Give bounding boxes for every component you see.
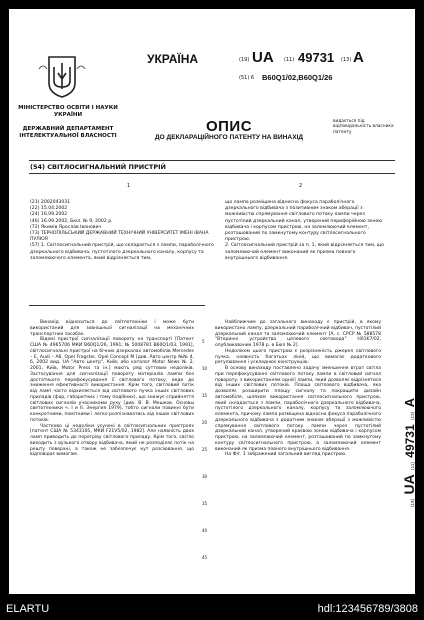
- invention-title: (54) СВІТЛОСИГНАЛЬНИЙ ПРИСТРІЙ: [30, 163, 166, 171]
- stamp-code-11: (11): [410, 462, 415, 470]
- stamp-country-code: UA: [401, 474, 417, 495]
- stamp-code-19: (19): [410, 498, 415, 507]
- biblio-field: (46) 16.09.2002, Бюл. № 9, 2002 р.: [30, 218, 113, 224]
- code-13: (13): [341, 57, 352, 63]
- stamp-code-13: (13): [410, 411, 415, 420]
- line-number: 30: [202, 474, 208, 479]
- trident-emblem-icon: [37, 55, 87, 99]
- code-19: (19): [239, 57, 250, 63]
- paragraph: Найближчим до загального винаходу є пристрій, в якому використано лампу, дзеркальний параболічний відбивач, пустотілий дзеркальний канал та заломлюючий елемент [А. с. СРСР № 588578 "Вторинні устройства целевого световода" H01K7/02, опубликование 1978 р. в Бюл № 2].: [215, 320, 381, 348]
- paragraph: Винахід відноситься до світлотехніки і може бути використаний для зовнішньої сигналізації на механічних транспортних засобах.: [30, 320, 194, 337]
- paragraph: Частково ці недоліки усунені в світлосигнальних пристроях [патент США № 5343105, МКИ F21V5/02, 1982]. Але наявність двох ламп приводить до перегріву світлового приладу. Крім того, світло виходить з вузького отвору відбивача, який не розподіляє потік на решту поверхні, а також не забезпечує кут розсіювання, що відповідає вимогам.: [30, 423, 194, 458]
- line-number: 40: [202, 528, 208, 533]
- ipc-classes: B60Q1/02,B60Q1/26: [262, 73, 333, 82]
- paragraph: Відомі пристрої сигналізації повороту на транспорті [Патент США № 4965706 МКИ B60Q1/26, 1991; № 5008781 B60Q1/03, 1991], світлосигнальні пристрої на бічних дзеркалах автомобілів Mercedes – E, Audi – A6, Opel Frogster, Opel Concept M [див. Авто центр №№ 4, 6, 2002 вид. UA "Авто центр", Київ; або каталог Motor News № 2, 2001, Київ, Motor Press та ін.] мають ряд суттєвих недоліків. Застосування для сигналізації повороту матеріалів лампи без достатнього перефокусування її світлового потоку, веде до зниження ефективності використання. Крім того, світловий потік від ламп часто відхиляється від світлового пучка інших світлових приладів (фар, габаритних і тому подібних), що знижує сприйняття світлових сигналів учасниками руху [див. В. В. Мешков. Основы светотехники ч. I и II. Энергия 1979], тобто сигнали повинні бути конкретними, помітними і легко розпізнаватись від інших світлових потоків.: [30, 337, 194, 423]
- line-number: 20: [202, 420, 208, 425]
- biblio-field: (73) ТЕРНОПІЛЬСЬКИЙ ДЕРЖАВНИЙ ТЕХНІЧНИЙ УНІВЕРСИТЕТ ІМЕНІ ІВАНА ПУЛЮЯ: [30, 231, 209, 243]
- line-number: 35: [202, 501, 208, 506]
- code-11: (11): [284, 57, 295, 63]
- divider: [29, 305, 205, 306]
- column-number: 1: [127, 183, 131, 189]
- column-number: 2: [299, 183, 303, 189]
- department-label: ДЕРЖАВНИЙ ДЕПАРТАМЕНТ ІНТЕЛЕКТУАЛЬНОЇ ВЛАСНОСТІ: [19, 126, 117, 139]
- kind-code: A: [353, 49, 364, 66]
- document-title: ОПИС: [205, 118, 253, 135]
- bibliographic-data: [30, 200, 222, 262]
- claim-start: (57) 1. Світлосигнальний пристрій, що складається з лампи, параболічного дзеркального відбивача, пустотілого дзеркального каналу, корпусу та заломлюючого елемента, який відрізняється тим,: [30, 243, 214, 261]
- patent-number: 49731: [298, 50, 335, 65]
- country-code: UA: [252, 49, 274, 66]
- country-label: УКРАЇНА: [147, 52, 199, 66]
- line-number: 5: [202, 339, 205, 344]
- line-number: 25: [202, 447, 208, 452]
- document-subtitle: ДО ДЕКЛАРАЦІЙНОГО ПАТЕНТУ НА ВИНАХІД: [154, 134, 304, 141]
- biblio-field: (24) 16.09.2002: [30, 212, 68, 218]
- paragraph: На Фіг. 1 зображений загальний вигляд пристрою.: [225, 452, 347, 458]
- side-note: видається під відповідальність власника патенту: [333, 119, 394, 135]
- paragraph: В основу винаходу поставлено задачу зменшення втрат світла при перефокусуванні світлового потоку лампи в світловий сигнал повороту, з використанням однієї лампи, який дозволяє відрізнятися від інших світлових потоків. Площа світлового відбивача, яка дозволяє розширити площу сигналу та покращити дизайн автомобіля, шляхом використання світлосигнального пристрою, який складається з лампи, параболічного дзеркального відбивача, пустотілого дзеркального каналу, корпусу та заломлюючого елемента, причому лампа розміщена відносно фокуса параболічного дзеркального відбивача з додатним знаком аберації з можливістю спрямування світлового потоку лампи через пустотілий дзеркальний канал, утворений краєвою зоною відбивача і корпусом пристрою, на заломлюючий елемент, розташований по замкнутому контуру світлосигнального пристрою, а заломлюючий елемент виконаний як призма повного внутрішнього відбивання.: [215, 366, 381, 452]
- footer-source-label: ELARTU: [6, 603, 50, 615]
- footer-handle-link[interactable]: hdl:123456789/3808: [317, 603, 418, 615]
- biblio-field: (21) 2002043031: [30, 200, 71, 205]
- divider: [29, 173, 395, 174]
- paragraph: Недоліком цього пристрою є розрізненість джерел світлового пучка, наявність багатьох ліній, що вимагає додаткового регулювання і ускладнює конструкцію.: [215, 348, 381, 366]
- description-column-left: [30, 320, 194, 458]
- divider: [29, 160, 395, 161]
- line-number: 15: [202, 393, 208, 398]
- description-column-right: [215, 320, 381, 458]
- claim-continuation: що лампа розміщена відносно фокуса параболічного дзеркального відбивача з позитивним знаком аберації з можливістю спрямування світлового потоку лампи через пустотілий дзеркальний канал, утворений периферійною зоною відбивача і корпусом пристрою, на заломлюючий елемент, розташований по замкнутому контуру світлосигнального пристрою. 2. Світлосигнальний пристрій за п. 1, який відрізняється тим, що заломлюючий елемент виконаний як призма повного внутрішнього відбивання.: [225, 200, 384, 261]
- footer-bar: [0, 594, 424, 620]
- biblio-field: (72) Якимів Ярослав Іванович: [30, 224, 102, 230]
- stamp-kind-code: A: [402, 398, 417, 408]
- vertical-patent-stamp: [400, 349, 422, 509]
- line-number: 10: [202, 366, 208, 371]
- patent-page: [9, 9, 415, 594]
- biblio-field: (22) 15.04.2002: [30, 206, 68, 212]
- ministry-label: МІНІСТЕРСТВО ОСВІТИ І НАУКИ УКРАЇНИ: [18, 105, 118, 118]
- line-number: 45: [202, 555, 208, 560]
- ipc-code-label: (51) 6: [239, 75, 255, 81]
- stamp-patent-number: 49731: [403, 424, 417, 458]
